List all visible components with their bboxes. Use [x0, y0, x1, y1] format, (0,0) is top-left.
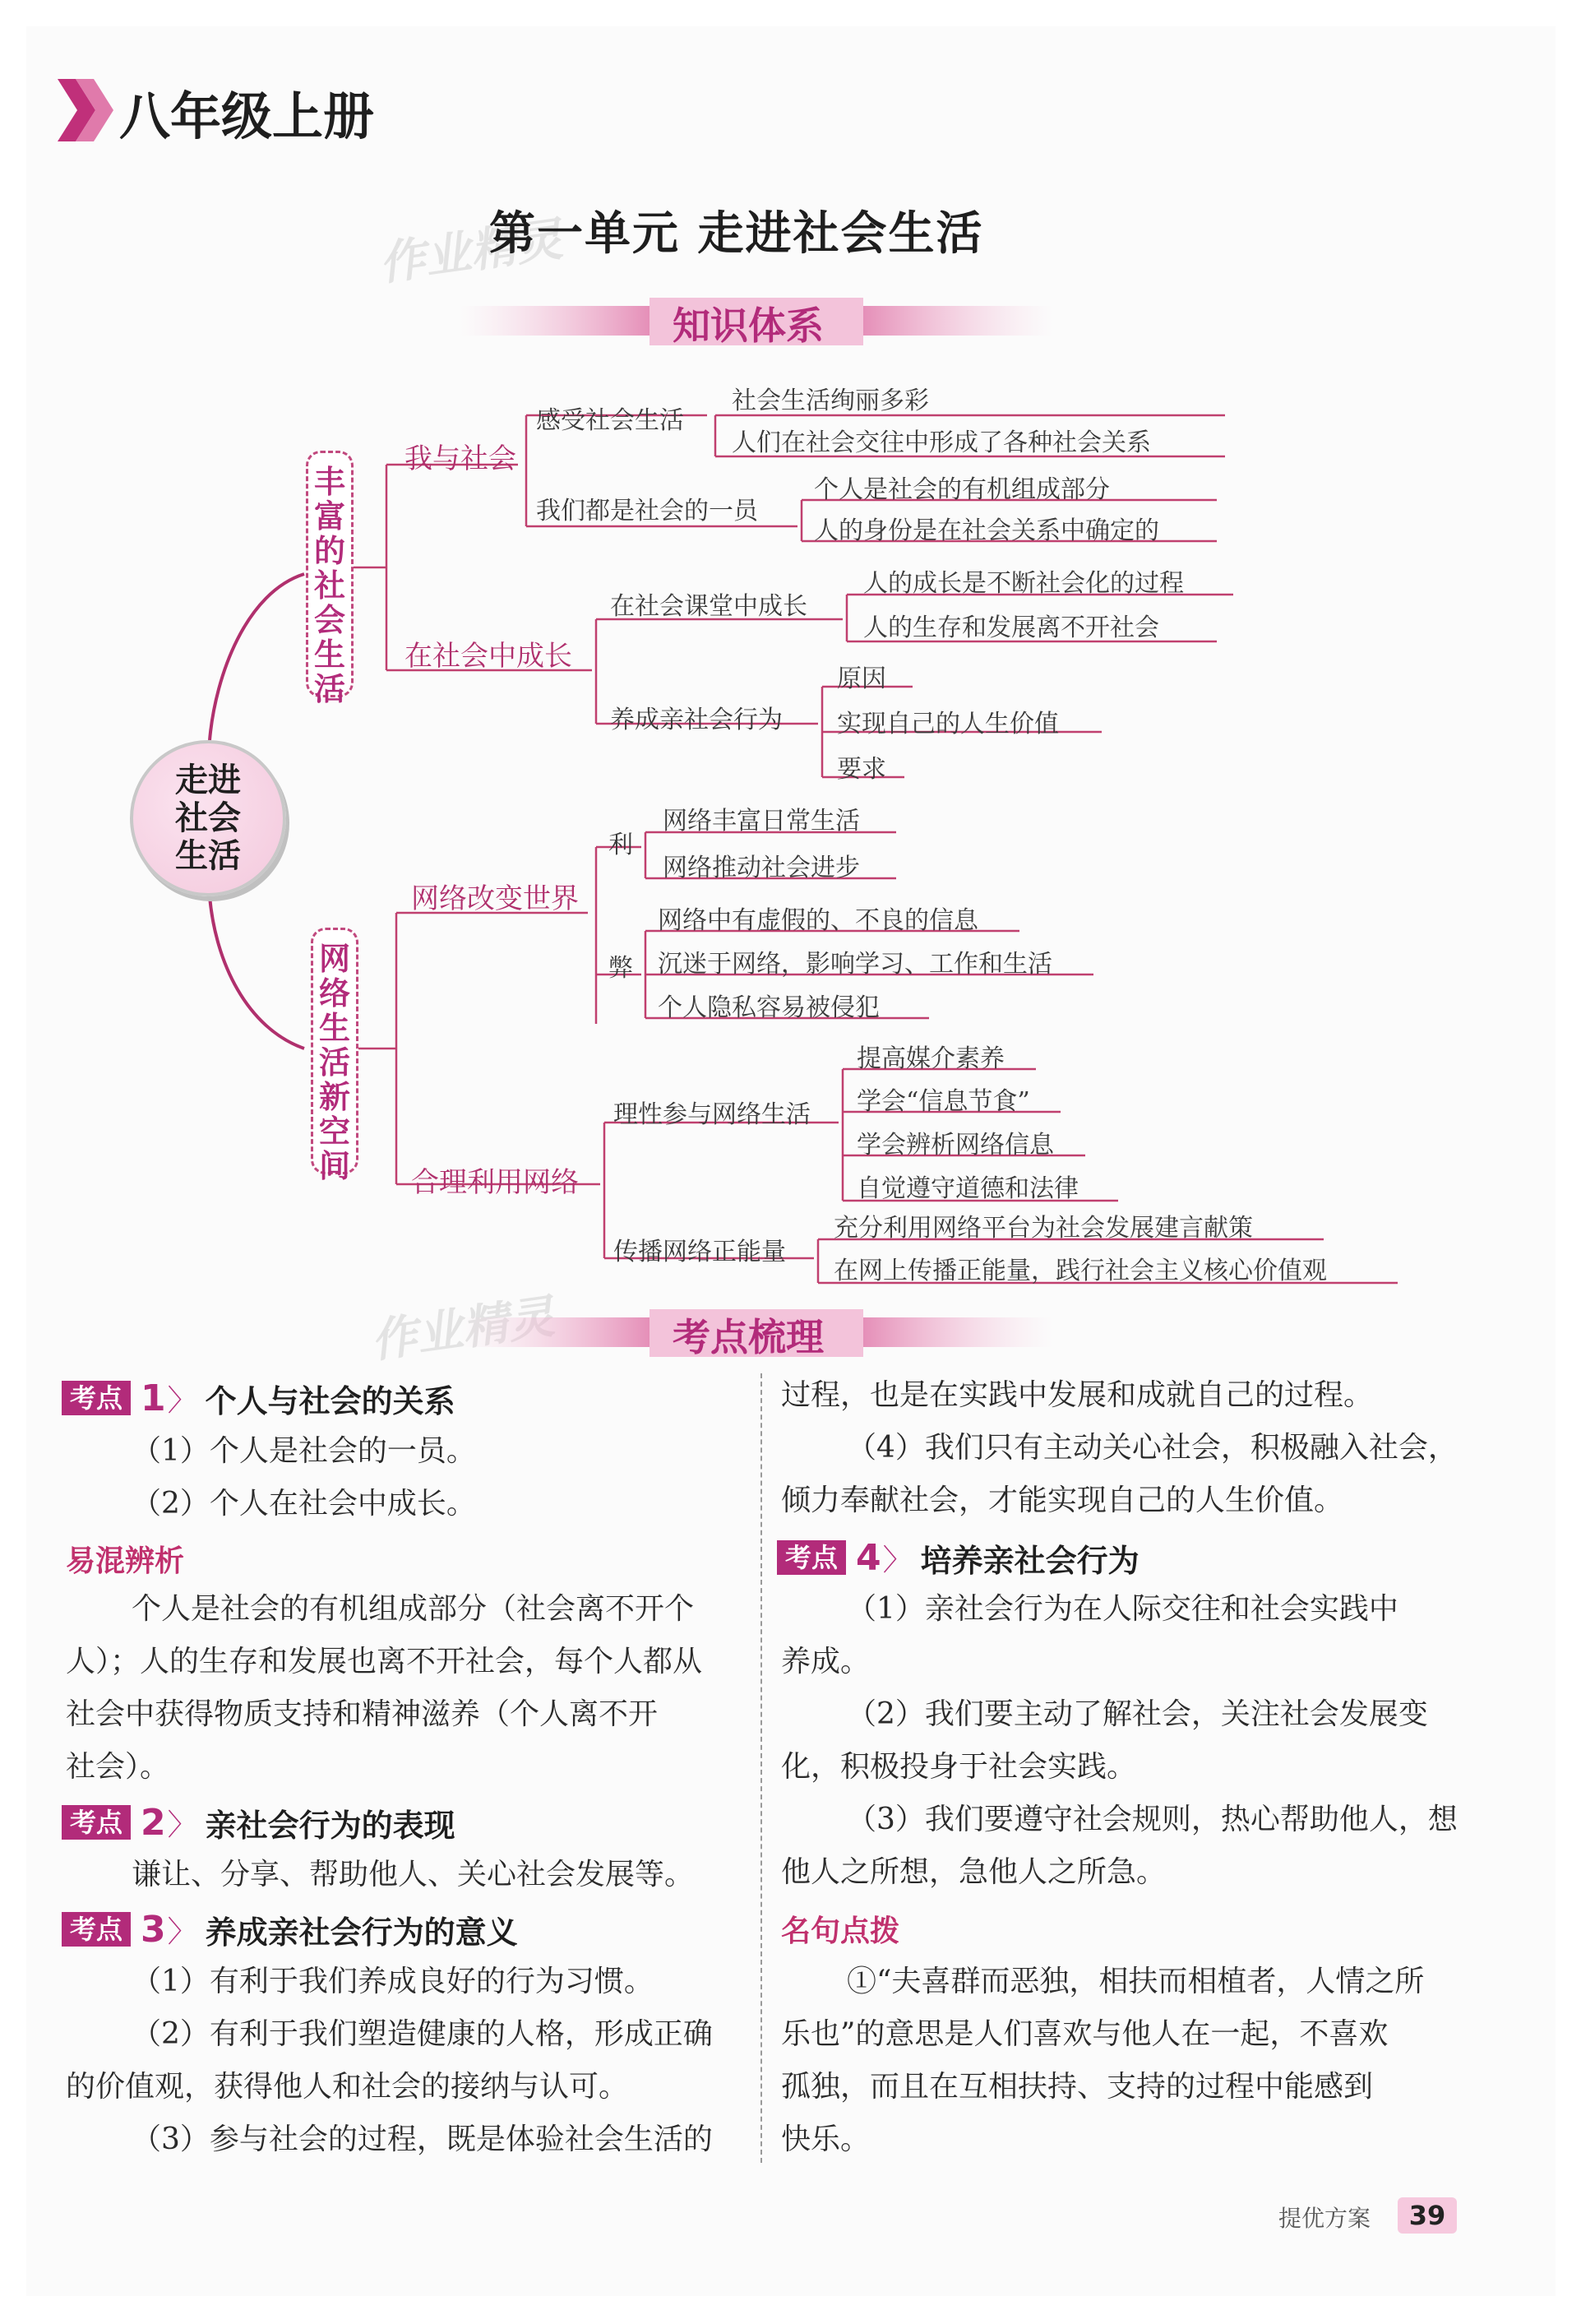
leaf: 个人隐私容易被侵犯: [658, 993, 880, 1022]
leaf: 人的成长是不断社会化的过程: [863, 569, 1184, 598]
node-disadvantages: 弊: [608, 954, 633, 983]
text-line: 过程，也是在实践中发展和成就自己的过程。: [781, 1378, 1374, 1412]
node-social-classroom: 在社会课堂中成长: [610, 592, 807, 621]
leaf: 提高媒介素养: [857, 1044, 1005, 1073]
text-line: （2）我们要主动了解社会，关注社会发展变: [847, 1697, 1428, 1731]
kaodian-3-heading: 考点 3 〉 养成亲社会行为的意义: [62, 1910, 518, 1949]
node-rational-participation: 理性参与网络生活: [613, 1100, 811, 1129]
mindmap-center: 走进 社会 生活: [130, 740, 286, 896]
node-me-and-society: 我与社会: [404, 442, 516, 475]
text-line: 的价值观，获得他人和社会的接纳与认可。: [66, 2070, 629, 2104]
leaf: 自觉遵守道德和法律: [857, 1174, 1079, 1203]
text-line: 化，积极投身于社会实践。: [781, 1750, 1137, 1784]
leaf: 人们在社会交往中形成了各种社会关系: [732, 428, 1151, 457]
leaf: 学会辨析网络信息: [857, 1131, 1054, 1160]
review-title: 考点梳理: [673, 1315, 824, 1359]
text-line: （3）我们要遵守社会规则，热心帮助他人，想: [847, 1803, 1458, 1836]
leaf: 人的生存和发展离不开社会: [863, 613, 1159, 642]
text-line: （2）个人在社会中成长。: [132, 1487, 476, 1521]
text-line: 社会中获得物质支持和精神滋养（个人离不开: [66, 1697, 659, 1731]
node-internet-changes-world: 网络改变世界: [411, 882, 579, 915]
watermark: 作业精灵: [376, 212, 566, 292]
text-line: 人）；人的生存和发展也离不开社会，每个人都从: [66, 1645, 703, 1678]
leaf: 网络中有虚假的、不良的信息: [658, 906, 978, 935]
leaf: 沉迷于网络，影响学习、工作和生活: [658, 950, 1052, 979]
footer-brand: 提优方案: [1278, 2205, 1371, 2232]
text-line: 乐也”的意思是人们喜欢与他人在一起，不喜欢: [781, 2017, 1389, 2051]
node-feel-social-life: 感受社会生活: [536, 406, 684, 435]
confuse-title: 易混辨析: [66, 1544, 185, 1578]
text-line: （1）有利于我们养成良好的行为习惯。: [132, 1965, 654, 1998]
leaf: 学会“信息节食”: [857, 1087, 1030, 1116]
text-line: （1）亲社会行为在人际交往和社会实践中: [847, 1592, 1398, 1626]
grade-title: 八年级上册: [119, 86, 375, 146]
node-member-of-society: 我们都是社会的一员: [536, 497, 758, 525]
knowledge-title: 知识体系: [673, 303, 824, 348]
text-line: 养成。: [781, 1645, 871, 1678]
text-line: 个人是社会的有机组成部分（社会离不开个: [132, 1592, 695, 1626]
text-line: 谦让、分享、帮助他人、关心社会发展等。: [132, 1858, 695, 1891]
node-advantages: 利: [608, 831, 633, 859]
kaodian-4-heading: 考点 4 〉 培养亲社会行为: [777, 1538, 1140, 1577]
leaf: 在网上传播正能量，践行社会主义核心价值观: [834, 1257, 1327, 1285]
text-line: 快乐。: [781, 2123, 871, 2156]
node-prosocial-behavior: 养成亲社会行为: [610, 706, 783, 734]
column-divider: [760, 1373, 762, 2163]
text-line: （1）个人是社会的一员。: [132, 1434, 476, 1468]
leaf: 个人是社会的有机组成部分: [814, 475, 1110, 504]
text-line: 孤独，而且在互相扶持、支持的过程中能感到: [781, 2070, 1374, 2104]
text-line: （4）我们只有主动关心社会，积极融入社会，: [847, 1431, 1458, 1465]
branch-rich-social-life: 丰 富 的 社 会 生 活: [306, 451, 354, 697]
leaf: 实现自己的人生价值: [837, 710, 1059, 738]
text-line: ①“夫喜群而恶独，相扶而相植者，人情之所: [847, 1965, 1425, 1998]
leaf: 网络丰富日常生活: [663, 807, 860, 836]
kaodian-1-heading: 考点 1 〉 个人与社会的关系: [62, 1378, 455, 1418]
node-grow-in-society: 在社会中成长: [404, 640, 572, 673]
leaf: 社会生活绚丽多彩: [732, 387, 929, 415]
leaf: 网络推动社会进步: [663, 854, 860, 882]
leaf: 充分利用网络平台为社会发展建言献策: [834, 1214, 1253, 1243]
quote-title: 名句点拨: [781, 1914, 900, 1948]
branch-online-space: 网 络 生 活 新 空 间: [311, 928, 358, 1174]
leaf: 原因: [837, 664, 886, 693]
node-use-internet-rationally: 合理利用网络: [411, 1166, 579, 1199]
text-line: 倾力奉献社会，才能实现自己的人生价值。: [781, 1484, 1344, 1517]
unit-title: 第一单元 走进社会生活: [489, 207, 984, 261]
text-line: （3）参与社会的过程，既是体验社会生活的: [132, 2123, 713, 2156]
leaf: 人的身份是在社会关系中确定的: [814, 516, 1159, 545]
text-line: 社会）。: [66, 1750, 170, 1784]
page-number: 39: [1398, 2197, 1457, 2234]
text-line: 他人之所想，急他人之所急。: [781, 1855, 1167, 1889]
text-line: （2）有利于我们塑造健康的人格，形成正确: [132, 2017, 713, 2051]
node-positive-energy: 传播网络正能量: [613, 1238, 786, 1266]
kaodian-2-heading: 考点 2 〉 亲社会行为的表现: [62, 1803, 455, 1842]
leaf: 要求: [837, 755, 886, 784]
